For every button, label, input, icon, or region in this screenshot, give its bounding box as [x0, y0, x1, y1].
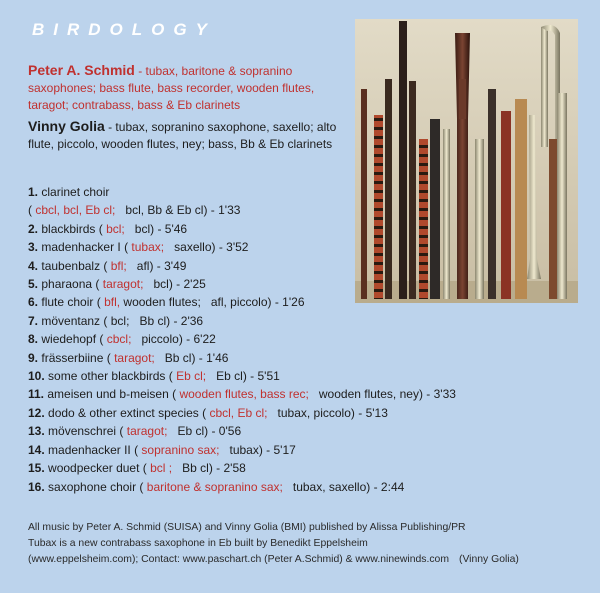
track-number: 1.	[28, 185, 39, 199]
track-duration: - 6'22	[182, 332, 216, 347]
track-title: taubenbalz	[41, 258, 101, 273]
track-number: 11.	[28, 387, 45, 402]
schmid-instruments: bfl;	[110, 258, 127, 273]
track-row	[28, 422, 593, 440]
golia-instruments: tubax, saxello	[292, 479, 367, 494]
paren-open: (	[92, 277, 103, 292]
track-number: 6.	[28, 295, 39, 310]
paren-close: )	[191, 350, 196, 365]
track-duration: - 1'46	[195, 350, 229, 365]
track-duration: - 2'36	[170, 313, 204, 328]
track-row	[28, 201, 593, 219]
credit-peter-schmid	[28, 62, 350, 114]
paren-close: )	[166, 313, 171, 328]
track-number: 3.	[28, 240, 39, 255]
paren-open: (	[96, 332, 107, 347]
track-duration: - 0'56	[208, 424, 242, 439]
track-row	[28, 312, 593, 330]
track-duration: - 2:44	[370, 479, 405, 494]
golia-instruments: Bb cl	[182, 461, 209, 476]
track-duration: - 1'33	[207, 203, 241, 218]
footer-contact-golia: (Vinny Golia)	[458, 554, 519, 565]
track-row	[28, 478, 593, 496]
track-row	[28, 404, 593, 422]
track-number: 9.	[28, 350, 39, 365]
track-duration: - 5'17	[262, 442, 296, 457]
golia-instruments: bcl	[153, 277, 169, 292]
golia-instruments: Eb cl	[216, 369, 243, 384]
track-row	[28, 441, 593, 459]
publishing-footer	[28, 520, 593, 568]
track-number: 2.	[28, 221, 39, 236]
schmid-instruments: bcl ;	[150, 461, 173, 476]
track-duration: - 1'26	[271, 295, 305, 310]
track-duration: - 3'49	[153, 258, 187, 273]
schmid-instruments-plain: wooden flutes;	[120, 295, 201, 310]
track-title: ameisen und b-meisen	[47, 387, 169, 402]
golia-instruments: Bb cl	[139, 313, 167, 328]
paren-open: (	[116, 424, 127, 439]
paren-close: )	[211, 240, 216, 255]
track-title: blackbirds	[41, 221, 96, 236]
track-title: pharaona	[41, 277, 93, 292]
golia-instruments: saxello	[174, 240, 212, 255]
schmid-instruments: bcl;	[106, 221, 125, 236]
golia-instruments: wooden flutes, ney	[318, 387, 419, 402]
paren-open: (	[120, 240, 132, 255]
track-title: some other blackbirds	[48, 369, 166, 384]
track-row	[28, 385, 593, 403]
footer-publishing-line: All music by Peter A. Schmid (SUISA) and Vinny Golia (BMI) published by Alissa Publishing/PR	[28, 522, 466, 533]
track-number: 13.	[28, 424, 45, 439]
track-number: 10.	[28, 369, 45, 384]
track-duration: - 5'51	[246, 369, 280, 384]
track-row	[28, 220, 593, 238]
golia-instruments: afl, piccolo	[210, 295, 268, 310]
track-row	[28, 367, 593, 385]
schmid-instruments: sopranino sax;	[141, 442, 220, 457]
track-number: 7.	[28, 313, 39, 328]
paren-close: )	[366, 479, 371, 494]
paren-close: )	[242, 369, 247, 384]
track-row	[28, 238, 593, 256]
track-title: frässerbiine	[41, 350, 104, 365]
golia-instruments: afl	[136, 258, 150, 273]
paren-open: (	[168, 387, 180, 402]
paren-open: (	[165, 369, 177, 384]
musician-instruments: - tubax, sopranino saxophone, saxello; alto flute, piccolo, wooden flutes, ney; bass, Bb & Eb clarinets	[28, 120, 337, 151]
track-number: 14.	[28, 442, 45, 457]
track-row	[28, 183, 593, 201]
bass-flute-icon	[541, 27, 548, 147]
tracklist	[28, 183, 593, 496]
paren-open: (	[95, 221, 107, 236]
paren-close: )	[350, 405, 355, 420]
paren-close: )	[178, 332, 183, 347]
schmid-instruments: cbcl, bcl, Eb cl;	[35, 203, 116, 218]
track-row	[28, 349, 593, 367]
credit-vinny-golia	[28, 118, 350, 153]
track-number: 4.	[28, 258, 39, 273]
track-number: 8.	[28, 332, 39, 347]
golia-instruments: tubax, piccolo	[277, 405, 351, 420]
track-title: madenhacker I	[41, 240, 121, 255]
paren-close: )	[149, 258, 154, 273]
schmid-instruments: Eb cl;	[176, 369, 207, 384]
track-number: 5.	[28, 277, 39, 292]
schmid-instruments: cbcl, Eb cl;	[209, 405, 268, 420]
schmid-instruments: bfl,	[104, 295, 121, 310]
schmid-instruments: bcl;	[110, 313, 130, 328]
track-title: flute choir	[41, 295, 94, 310]
paren-open: (	[28, 203, 36, 218]
paren-close: )	[258, 442, 263, 457]
footer-contact-line	[28, 552, 593, 568]
schmid-instruments: cbcl;	[106, 332, 132, 347]
track-row	[28, 275, 593, 293]
paren-open: (	[103, 350, 115, 365]
track-title: saxophone choir	[48, 479, 137, 494]
paren-close: )	[168, 277, 173, 292]
paren-open: (	[136, 479, 147, 494]
golia-instruments: tubax	[229, 442, 259, 457]
track-duration: - 3'33	[422, 387, 456, 402]
track-title: clarinet choir	[41, 185, 110, 199]
track-row	[28, 330, 593, 348]
schmid-instruments: baritone & sopranino sax;	[146, 479, 283, 494]
track-duration: - 5'46	[154, 221, 188, 236]
paren-open: (	[100, 313, 111, 328]
track-duration: - 3'52	[215, 240, 249, 255]
track-duration: - 2'58	[212, 461, 246, 476]
credits	[28, 62, 350, 157]
track-number: 15.	[28, 461, 45, 476]
golia-instruments: bcl	[134, 221, 151, 236]
track-title: wiedehopf	[41, 332, 97, 347]
album-title: BIRDOLOGY	[32, 20, 216, 39]
paren-close: )	[203, 203, 208, 218]
schmid-instruments: wooden flutes, bass rec;	[179, 387, 309, 402]
track-duration: - 5'13	[354, 405, 388, 420]
track-title: woodpecker duet	[48, 461, 140, 476]
paren-close: )	[150, 221, 155, 236]
schmid-instruments: taragot;	[114, 350, 155, 365]
paren-close: )	[418, 387, 423, 402]
golia-instruments: Bb cl	[164, 350, 192, 365]
musician-instruments: - tubax, baritone & sopranino saxophones; bass flute, bass recorder, wooden flutes, taragot; contrabass, bass & Eb clarinets	[28, 64, 315, 112]
track-number: 16.	[28, 479, 45, 494]
track-title: dodo & other extinct species	[48, 405, 199, 420]
track-title: madenhacker II	[48, 442, 131, 457]
paren-open: (	[139, 461, 151, 476]
paren-close: )	[267, 295, 272, 310]
paren-open: (	[198, 405, 210, 420]
paren-close: )	[204, 424, 209, 439]
paren-close: )	[208, 461, 213, 476]
footer-contact-links: (www.eppelsheim.com); Contact: www.paschart.ch (Peter A.Schmid) & www.ninewinds.com	[28, 554, 449, 565]
track-number: 12.	[28, 405, 45, 420]
golia-instruments: piccolo	[141, 332, 179, 347]
footer-tubax-line: Tubax is a new contrabass saxophone in Eb built by Benedikt Eppelsheim	[28, 538, 368, 549]
track-title: mövenschrei	[48, 424, 117, 439]
musician-name: Peter A. Schmid	[28, 62, 135, 78]
track-row	[28, 257, 593, 275]
musician-name: Vinny Golia	[28, 118, 105, 134]
track-duration: - 2'25	[172, 277, 206, 292]
schmid-instruments: taragot;	[102, 277, 144, 292]
golia-instruments: bcl, Bb & Eb cl	[125, 203, 204, 218]
track-row	[28, 293, 593, 311]
track-row	[28, 459, 593, 477]
track-title: möventanz	[41, 313, 101, 328]
paren-open: (	[93, 295, 105, 310]
paren-open: (	[130, 442, 142, 457]
schmid-instruments: taragot;	[126, 424, 168, 439]
paren-open: (	[100, 258, 111, 273]
schmid-instruments: tubax;	[131, 240, 165, 255]
golia-instruments: Eb cl	[177, 424, 205, 439]
